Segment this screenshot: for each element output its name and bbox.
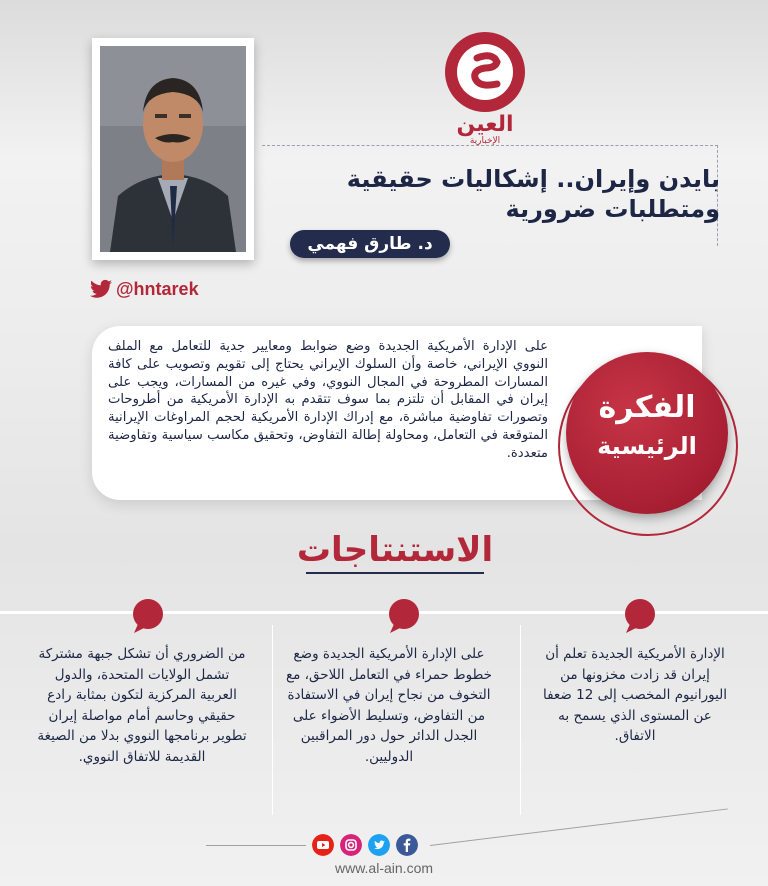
speech-bubble-icon — [386, 598, 422, 634]
conclusion-item-2: على الإدارة الأمريكية الجديدة وضع خطوط حمراء في التعامل اللاحق، مع التخوف من نجاح إيران في الاستفادة من التفاوض، وتسليط الأضواء على الجدل الدائر حول دور المراقبين الدوليين. — [285, 646, 493, 765]
author-portrait-illustration — [100, 46, 246, 252]
footer-line — [206, 845, 306, 846]
main-idea-label-2: الرئيسية — [597, 432, 697, 460]
main-idea-text: على الإدارة الأمريكية الجديدة وضع ضوابط ومعايير جدية للتعامل مع الملف النووي الإيراني، خاصة وأن السلوك الإيراني يحتاج إلى تقويم وتصويب على كافة المسارات المطروحة في المجال النووي، وفي غيره من المسارات، ويجب على إيران في المقابل أن تلتزم بما سوف تتقدم به الإدارة الأمريكية من أطروحات وتصورات تفاوضية مباشرة، مع إدراك الإدارة الأمريكية لحجم المراوغات الإيرانية المتوقعة في التعامل، ومحاولة إطالة التفاوض، وتحقيق مكاسب سياسية وتفاوضية متعددة. — [108, 339, 548, 461]
instagram-icon[interactable] — [340, 834, 362, 856]
twitter-handle-text: @hntarek — [116, 278, 199, 299]
speech-bubble-icon — [622, 598, 658, 634]
conclusion-item-3: من الضروري أن تشكل جبهة مشتركة تشمل الولايات المتحدة، والدول العربية المركزية لتكون بمثابة رادع حقيقي وحاسم أمام مواصلة إيران تطوير برنامجها النووي بدلا من الصيغة القديمة للاتفاق النووي. — [37, 646, 247, 765]
main-idea-label-1: الفكرة — [598, 390, 696, 425]
twitter-bird-icon — [90, 279, 112, 299]
author-badge: د. طارق فهمي — [290, 230, 450, 258]
conclusions-underline — [306, 572, 484, 574]
facebook-icon[interactable] — [396, 834, 418, 856]
footer-line — [430, 808, 728, 846]
conclusions-heading: الاستنتاجات — [296, 530, 494, 570]
column-separator — [520, 625, 521, 815]
logo-subtitle: الإخبارية — [469, 136, 501, 146]
al-ain-logo — [435, 28, 535, 148]
youtube-icon[interactable] — [312, 834, 334, 856]
author-photo — [100, 46, 246, 252]
twitter-handle[interactable] — [90, 276, 199, 302]
title-line-1: بايدن وإيران.. إشكاليات حقيقية — [346, 165, 720, 193]
page-title — [240, 164, 720, 224]
title-line-2: ومتطلبات ضرورية — [505, 195, 720, 223]
website-url[interactable]: www.al-ain.com — [334, 860, 434, 876]
twitter-icon[interactable] — [368, 834, 390, 856]
logo-name: العين — [456, 112, 514, 137]
conclusion-item-1: الإدارة الأمريكية الجديدة تعلم أن إيران قد زادت مخزونها من اليورانيوم المخصب إلى 12 ضعفا عن المستوى الذي يسمح به الاتفاق. — [542, 646, 728, 744]
speech-bubble-icon — [130, 598, 166, 634]
column-separator — [272, 625, 273, 815]
